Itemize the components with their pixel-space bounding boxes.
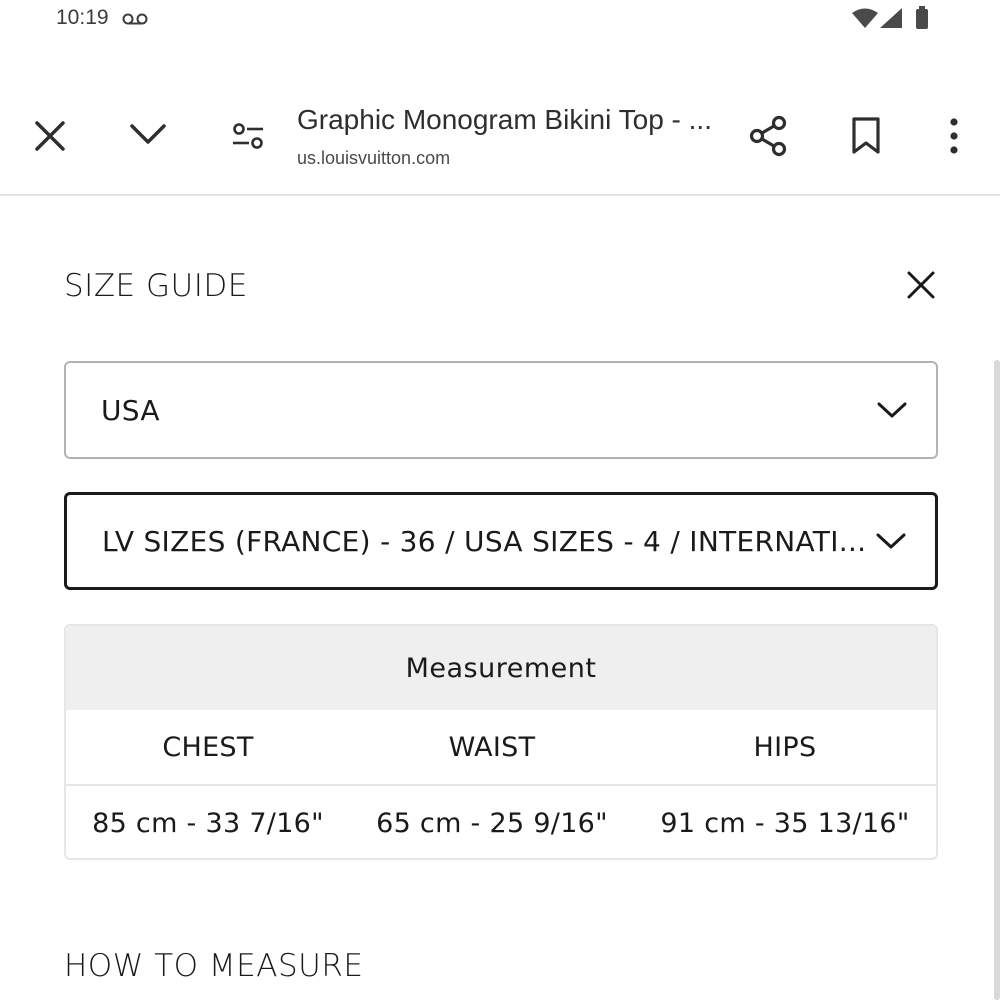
measurement-table [64, 624, 938, 860]
more-vert-icon [949, 118, 959, 159]
signal-icon [880, 8, 902, 33]
value-chest: 85 cm - 33 7/16" [92, 807, 324, 839]
bookmark-icon [851, 117, 881, 160]
browser-toolbar [0, 80, 1000, 196]
region-select-value: USA [101, 393, 160, 427]
size-guide-title: SIZE GUIDE [64, 268, 248, 304]
column-hips: HIPS [753, 731, 817, 763]
chevron-down-icon [876, 400, 908, 420]
chevron-down-icon [129, 122, 167, 151]
more-options-button[interactable] [924, 108, 984, 168]
wifi-icon [852, 8, 878, 33]
column-waist: WAIST [448, 731, 536, 763]
bookmark-button[interactable] [836, 108, 896, 168]
region-select[interactable] [64, 361, 938, 459]
site-settings-button[interactable] [218, 108, 278, 168]
how-to-measure-heading: HOW TO MEASURE [64, 948, 364, 984]
close-icon [34, 120, 66, 157]
battery-icon [914, 6, 930, 35]
status-time: 10:19 [56, 6, 109, 29]
close-icon [907, 271, 935, 304]
page-url[interactable]: us.louisvuitton.com [297, 148, 451, 168]
status-bar [0, 0, 1000, 40]
page-title[interactable]: Graphic Monogram Bikini Top - ... [297, 104, 712, 135]
size-select[interactable] [64, 492, 938, 590]
share-icon [748, 115, 788, 162]
voicemail-icon [122, 12, 148, 30]
measurement-columns-row [66, 710, 936, 786]
close-tab-button[interactable] [20, 108, 80, 168]
column-chest: CHEST [162, 731, 254, 763]
chevron-down-icon [875, 531, 907, 551]
value-hips: 91 cm - 35 13/16" [660, 807, 910, 839]
value-waist: 65 cm - 25 9/16" [376, 807, 608, 839]
minimize-button[interactable] [118, 106, 178, 166]
measurement-header: Measurement [66, 626, 936, 710]
scrollbar[interactable] [994, 360, 1000, 1000]
size-guide-close-button[interactable] [896, 262, 946, 312]
size-select-value: LV SIZES (FRANCE) - 36 / USA SIZES - 4 / INTERNATI... [102, 524, 867, 558]
site-settings-icon [231, 122, 265, 155]
measurement-values-row [66, 786, 936, 860]
share-button[interactable] [738, 108, 798, 168]
